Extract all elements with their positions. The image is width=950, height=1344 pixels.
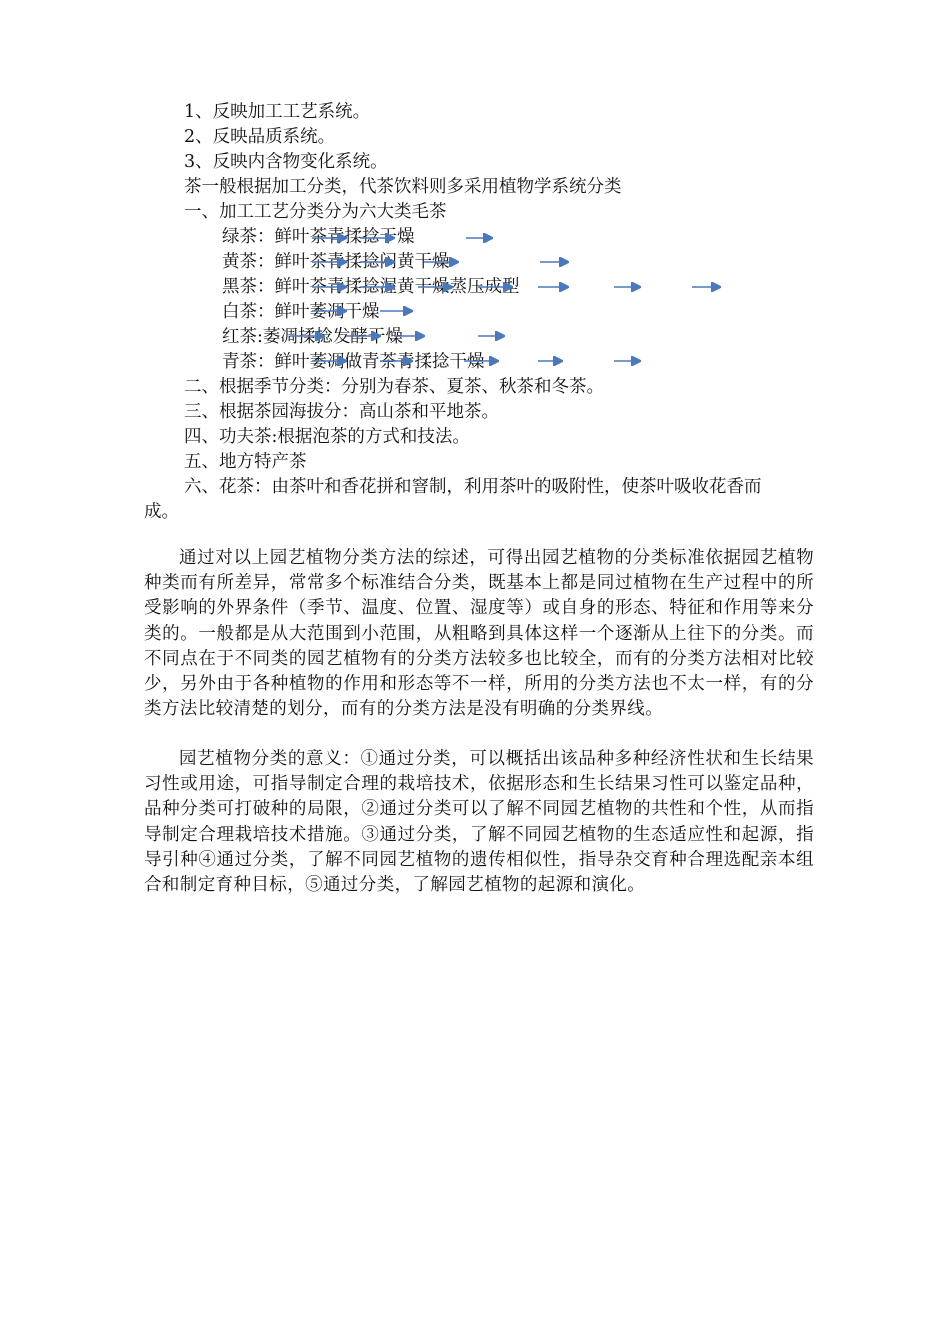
section-6-line-2: 成。	[144, 502, 179, 522]
tea-oolong: 青茶：鲜叶萎凋做青茶青揉捻干燥	[222, 352, 485, 372]
tea-dark: 黑茶：鲜叶茶青揉捻渥黄干燥蒸压成型	[222, 277, 520, 297]
section-2: 二、根据季节分类：分别为春茶、夏茶、秋茶和冬茶。	[184, 377, 604, 397]
list-item-2: 2、反映品质系统。	[184, 127, 336, 147]
tea-red: 红茶:萎凋揉捻发酵干燥	[222, 327, 403, 347]
section-1-heading: 一、加工工艺分类分为六大类毛茶	[184, 202, 447, 222]
section-3: 三、根据茶园海拔分：高山茶和平地茶。	[184, 402, 499, 422]
section-4: 四、功夫茶:根据泡茶的方式和技法。	[184, 427, 470, 447]
tea-green: 绿茶：鲜叶茶青揉捻干燥	[222, 227, 415, 247]
tea-white: 白茶：鲜叶萎凋干燥	[222, 302, 380, 322]
section-6-line-1: 六、花茶：由茶叶和香花拼和窨制，利用茶叶的吸附性，使茶叶吸收花香而	[184, 477, 762, 497]
summary-paragraph: 通过对以上园艺植物分类方法的综述，可得出园艺植物的分类标准依据园艺植物种类而有所差异，常常多个标准结合分类，既基本上都是同过植物在生产过程中的所受影响的外界条件（季节、温度、位置、湿度等）或自身的形态、特征和作用等来分类的。一般都是从大范围到小范围，从粗略到具体这样一个逐渐从上往下的分类。而不同点在于不同类的园艺植物有的分类方法较多也比较全，而有的分类方法相对比较少，另外由于各种植物的作用和形态等不一样，所用的分类方法也不太一样，有的分类方法比较清楚的划分，而有的分类方法是没有明确的分类界线。	[144, 548, 814, 720]
intro-line: 茶一般根据加工分类，代茶饮料则多采用植物学系统分类	[184, 177, 622, 197]
arrow-layer	[0, 0, 950, 400]
significance-paragraph: 园艺植物分类的意义：①通过分类，可以概括出该品种多种经济性状和生长结果习性或用途，可指导制定合理的栽培技术，依据形态和生长结果习性可以鉴定品种，品种分类可打破种的局限，②通过分类可以了解不同园艺植物的共性和个性，从而指导制定合理栽培技术措施。③通过分类，了解不同园艺植物的生态适应性和起源，指导引种④通过分类，了解不同园艺植物的遗传相似性，指导杂交育种合理选配亲本组合和制定育种目标，⑤通过分类，了解园艺植物的起源和演化。	[144, 749, 814, 896]
list-item-3: 3、反映内含物变化系统。	[184, 152, 388, 172]
section-5: 五、地方特产茶	[184, 452, 307, 472]
tea-yellow: 黄茶：鲜叶茶青揉捻闷黄干燥	[222, 252, 450, 272]
list-item-1: 1、反映加工工艺系统。	[184, 102, 371, 122]
